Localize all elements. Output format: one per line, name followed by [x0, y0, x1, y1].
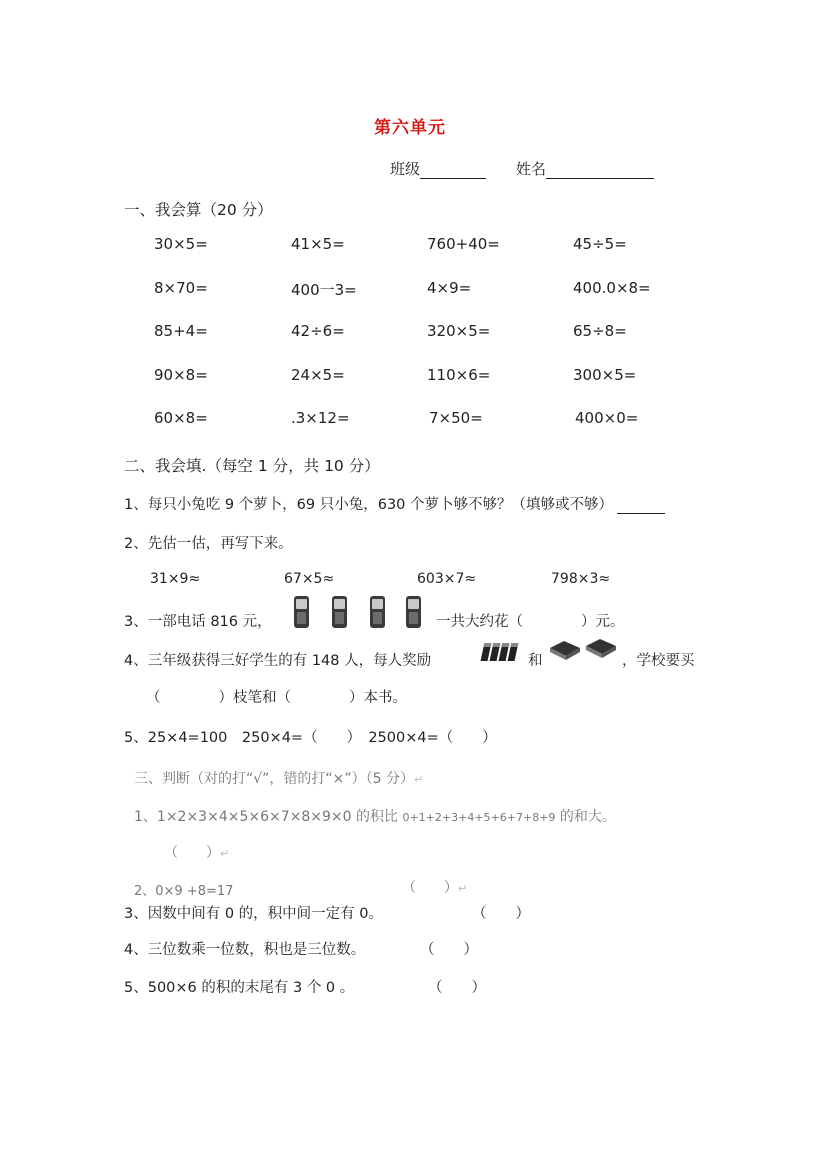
judge-q4-paren[interactable]: （ ） — [420, 942, 478, 958]
calc-item: 41×5= — [291, 235, 345, 253]
book-icon — [550, 641, 580, 660]
calc-item: 400.0×8= — [573, 279, 651, 297]
calc-item: 7×50= — [429, 409, 483, 427]
phone-icon — [370, 596, 385, 628]
class-blank[interactable] — [420, 162, 486, 179]
calc-item: 4×9= — [427, 279, 472, 297]
name-blank[interactable] — [546, 162, 654, 179]
class-label: 班级 — [390, 160, 421, 178]
fill-q1-text: 1、每只小兔吃 9 个萝卜，69 只小兔，630 个萝卜够不够？（填够或不够） — [124, 497, 614, 513]
calc-item: 400×0= — [575, 409, 639, 427]
judge-q1 — [134, 806, 616, 826]
calc-item: 85+4= — [154, 322, 208, 340]
judge-q1-end: 的和大。 — [559, 809, 616, 825]
fill-q3-post: 一共大约花（ ）元。 — [436, 614, 625, 630]
calc-item: 400一3= — [291, 281, 357, 299]
book-icon — [586, 639, 616, 658]
calc-item: 60×8= — [154, 409, 208, 427]
calc-item: 42÷6= — [291, 322, 345, 340]
calc-item: .3×12= — [291, 409, 350, 427]
section1-heading: 一、我会算（20 分） — [124, 201, 273, 219]
section3-heading-text: 三、判断（对的打“√”，错的打“×”）（5 分） — [134, 771, 415, 787]
name-label: 姓名 — [516, 160, 547, 178]
estimate-item: 798×3≈ — [551, 571, 611, 587]
fill-q1-blank[interactable] — [617, 497, 665, 514]
judge-q2-paren[interactable]: （ ） — [402, 880, 458, 896]
fill-q4-line2: （ ）枝笔和（ ）本书。 — [146, 690, 407, 706]
calc-item: 90×8= — [154, 366, 208, 384]
fill-q1 — [124, 493, 665, 514]
calc-item: 300×5= — [573, 366, 637, 384]
judge-q3: 3、因数中间有 0 的，积中间一定有 0。 — [124, 906, 384, 922]
fill-q4-pre: 4、三年级获得三好学生的有 148 人，每人奖励 — [124, 653, 432, 669]
fill-q5: 5、25×4=100 250×4=（ ） 2500×4=（ ） — [124, 730, 497, 746]
judge-q2: 2、0×9 +8=17 — [134, 884, 234, 899]
calc-item: 320×5= — [427, 322, 491, 340]
class-field — [390, 158, 486, 179]
fill-q3-pre: 3、一部电话 816 元， — [124, 614, 272, 630]
page-title: 第六单元 — [374, 118, 446, 138]
return-mark: ↵ — [414, 773, 424, 786]
calc-item: 45÷5= — [573, 235, 627, 253]
judge-q1-paren[interactable]: （ ） — [164, 845, 220, 861]
phone-icon — [332, 596, 347, 628]
pens-icon — [479, 640, 523, 664]
calc-item: 65÷8= — [573, 322, 627, 340]
calc-item: 110×6= — [427, 366, 491, 384]
calc-item: 24×5= — [291, 366, 345, 384]
calc-item: 30×5= — [154, 235, 208, 253]
judge-q2-answer[interactable] — [402, 877, 467, 897]
judge-q1-answer[interactable] — [164, 842, 229, 862]
return-mark: ↵ — [220, 847, 230, 860]
phone-icon — [406, 596, 421, 628]
estimate-item: 31×9≈ — [150, 571, 201, 587]
judge-q4: 4、三位数乘一位数，积也是三位数。 — [124, 942, 366, 958]
phone-icons — [292, 595, 422, 631]
judge-q5-paren[interactable]: （ ） — [428, 980, 486, 996]
judge-q5: 5、500×6 的积的末尾有 3 个 0 。 — [124, 980, 355, 996]
judge-q1-text: 1、1×2×3×4×5×6×7×8×9×0 的积比 — [134, 809, 399, 825]
judge-q1-sum: 0+1+2+3+4+5+6+7+8+9 — [402, 811, 556, 824]
phone-icon — [294, 596, 309, 628]
judge-q3-paren[interactable]: （ ） — [472, 906, 530, 922]
fill-q4-and: 和 — [528, 653, 543, 669]
estimate-item: 67×5≈ — [284, 571, 335, 587]
section2-heading: 二、我会填.（每空 1 分，共 10 分） — [124, 457, 380, 475]
return-mark: ↵ — [458, 882, 468, 895]
name-field — [516, 158, 654, 179]
calc-item: 760+40= — [427, 235, 500, 253]
section3-heading — [134, 768, 423, 788]
fill-q2: 2、先估一估，再写下来。 — [124, 536, 293, 552]
fill-q4-post: ，学校要买 — [622, 653, 695, 669]
calc-item: 8×70= — [154, 279, 208, 297]
estimate-item: 603×7≈ — [417, 571, 477, 587]
books-icon — [548, 638, 620, 664]
